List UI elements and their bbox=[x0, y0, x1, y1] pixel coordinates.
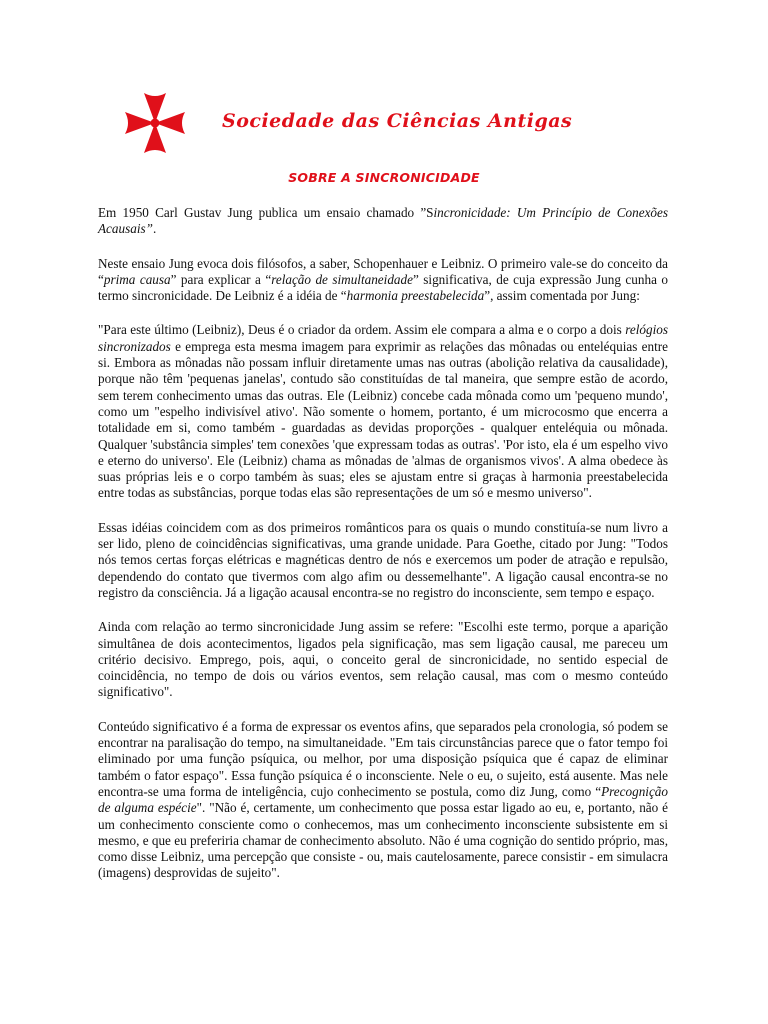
paragraph bbox=[98, 520, 668, 601]
red-cross-pattee-icon bbox=[122, 90, 188, 156]
text-run: . bbox=[152, 221, 157, 237]
text-run: "Para este último (Leibniz), Deus é o criador da ordem. Assim ele compara a alma e o corpo a dois bbox=[98, 322, 626, 338]
italic-text-run: relação de simultaneidade bbox=[271, 271, 413, 287]
paragraph bbox=[98, 322, 668, 501]
text-run: ”, assim comentada por Jung: bbox=[484, 288, 640, 304]
italic-text-run: harmonia preestabelecida bbox=[346, 288, 485, 304]
text-run: Em 1950 Carl Gustav Jung publica um ensaio chamado ”S bbox=[98, 205, 434, 220]
text-run: Conteúdo significativo é a forma de expressar os eventos afins, que separados pela cronologia, só podem se encontrar na paralisação do tempo, na simultaneidade. "Em tais circunstâncias parece que o fator tempo foi eliminado por uma função psíquica, ou melhor, por uma disposição psíquica que é capaz de eliminar também o fator espaço". Essa função psíquica é o inconsciente. Nele o eu, o sujeito, está ausente. Mas nele encontra-se uma forma de inteligência, cujo conhecimento se postula, como diz Jung, como “ bbox=[98, 718, 668, 799]
paragraph bbox=[98, 619, 668, 700]
text-run: e emprega esta mesma imagem para exprimir as relações das mônadas ou enteléquias entre si. Embora as mônadas não possam influir diretamente umas nas outras (abolição relativa da causalidade), porque não têm 'pequenas janelas', contudo são constituídas de tal maneira, que sempre estão de acordo, sem terem conhecimento umas das outras. Ele (Leibniz) concebe cada mônada como um 'pequeno mundo', como um "espelho indivisível ativo'. Não somente o homem, portanto, é um microcosmo que encerra a totalidade em si, como também - guardadas as devidas proporções - qualquer enteléquia ou mônada. Qualquer 'substância simples' tem conexões 'que expressam todas as outras'. 'Por isto, ela é um espelho vivo e eterno do universo'. Ele (Leibniz) chama as mônadas de 'almas de organismos vivos'. A alma obedece às suas próprias leis e o corpo também às suas; eles se ajustam entre si graças à harmonia preestabelecida entre todas as substâncias, porque todas elas são representações de um só e mesmo universo". bbox=[98, 338, 668, 501]
text-run: Ainda com relação ao termo sincronicidade Jung assim se refere: "Escolhi este termo, porque a aparição simultânea de dois acontecimentos, ligados pela significação, mas sem ligação causal, me pareceu um critério decisivo. Emprego, pois, aqui, o conceito geral de sincronicidade, no sentido especial de coincidência, no tempo de dois ou vários eventos, sem relação causal, mas com o mesmo conteúdo significativo". bbox=[98, 619, 668, 700]
document-body bbox=[98, 205, 668, 900]
italic-text-run: incronicidade: Um Princípio de Conexões Acausais” bbox=[98, 205, 668, 237]
italic-text-run: relógios sincronizados bbox=[98, 322, 668, 354]
text-run: ” para explicar a “ bbox=[170, 271, 272, 287]
italic-text-run: prima causa bbox=[103, 271, 171, 287]
text-run: Neste ensaio Jung evoca dois filósofos, a saber, Schopenhauer e Leibniz. O primeiro vale-se do conceito da “ bbox=[98, 255, 668, 287]
text-run: ". "Não é, certamente, um conhecimento que possa estar ligado ao eu, e, portanto, não é um conhecimento consciente como o conhecemos, mas um conhecimento inconsciente subsistente em si mesmo, e que eu preferiria chamar de conhecimento absoluto. Não é uma cognição do sentido próprio, mas, como disse Leibniz, uma percepção que consiste - ou, mais cautelosamente, parece consistir - em simulacra (imagens) desprovidas de sujeito". bbox=[98, 800, 668, 881]
document-title: SOBRE A SINCRONICIDADE bbox=[288, 170, 480, 185]
text-run: Essas idéias coincidem com as dos primeiros românticos para os quais o mundo constituía-se num livro a ser lido, pleno de coincidências significativas, uma grande unidade. Para Goethe, citado por Jung: "Todos nós temos certas forças elétricas e magnéticas dentro de nós e exercemos um poder de atração e repulsão, dependendo do contato que tivermos com algo afim ou dessemelhante". A ligação causal encontra-se no registro da consciência. Já a ligação acausal encontra-se no registro do inconsciente, sem tempo e espaço. bbox=[98, 519, 668, 600]
society-name: Sociedade das Ciências Antigas bbox=[222, 110, 573, 132]
italic-text-run: Precognição de alguma espécie bbox=[98, 783, 668, 816]
text-run: ” significativa, de cuja expressão Jung cunha o termo sincronicidade. De Leibniz é a idéia de “ bbox=[98, 271, 668, 304]
paragraph bbox=[98, 719, 668, 882]
paragraph bbox=[98, 256, 668, 305]
paragraph bbox=[98, 205, 668, 238]
